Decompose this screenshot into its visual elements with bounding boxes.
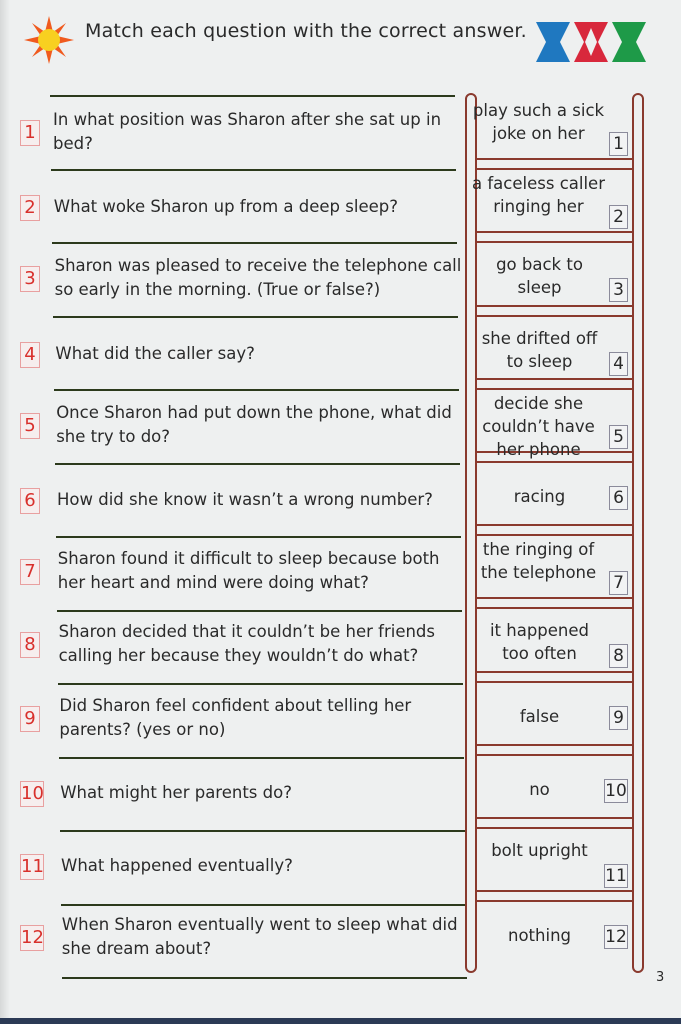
answer-line xyxy=(51,169,456,171)
ladder-rung xyxy=(477,461,632,463)
question-text: When Sharon eventually went to sleep what did she dream about? xyxy=(61,915,458,959)
ladder-rung xyxy=(477,744,632,746)
question-number: 2 xyxy=(20,195,40,221)
answer-number-box: 11 xyxy=(605,866,627,886)
question-text: Sharon decided that it couldn’t be her friends calling her because they wouldn’t do what? xyxy=(58,622,435,666)
ladder-rung xyxy=(477,168,632,170)
page-bottom-edge xyxy=(0,1018,681,1024)
question-text: Sharon found it difficult to sleep because both her heart and mind were doing what? xyxy=(57,549,440,593)
question-number: 12 xyxy=(20,925,44,951)
question-text: What woke Sharon up from a deep sleep? xyxy=(53,197,398,217)
question-number: 11 xyxy=(20,854,44,880)
ladder-rung xyxy=(477,681,632,683)
answer-cell xyxy=(480,393,630,459)
answer-text: bolt upright xyxy=(491,841,588,860)
ladder-rung xyxy=(477,524,632,526)
answer-text: nothing xyxy=(508,926,571,946)
ladder-rung xyxy=(477,388,632,390)
answer-line xyxy=(58,683,463,685)
answer-text: decide she couldn’t have her phone xyxy=(482,393,595,459)
answer-text: racing xyxy=(513,487,566,506)
answer-number-box: 12 xyxy=(605,927,627,948)
ladder-rung xyxy=(477,241,632,243)
answer-cell xyxy=(480,835,630,887)
answer-number-box: 5 xyxy=(609,425,628,449)
answer-cell xyxy=(480,323,630,375)
answer-line xyxy=(57,610,462,612)
ladder-rung xyxy=(477,231,632,233)
question-number: 7 xyxy=(20,559,40,585)
answer-text: she drifted off to sleep xyxy=(481,328,598,371)
sun-icon xyxy=(22,16,76,64)
answer-number-box: 1 xyxy=(609,132,628,156)
question-number: 9 xyxy=(20,706,40,732)
answer-cell xyxy=(480,615,630,667)
answer-cell xyxy=(472,174,630,228)
question-number: 4 xyxy=(20,342,40,368)
ladder-rung xyxy=(477,671,632,673)
answer-number-box: 9 xyxy=(609,706,628,730)
question-text: Once Sharon had put down the phone, what did she try to do? xyxy=(56,402,452,446)
answer-text: false xyxy=(519,706,560,726)
answer-number-box: 7 xyxy=(609,571,628,595)
question-text: In what position was Sharon after she sat up in bed? xyxy=(53,110,442,153)
answer-line xyxy=(54,389,459,391)
ladder-rung xyxy=(477,305,632,307)
question-text: What happened eventually? xyxy=(61,856,293,875)
question-number: 3 xyxy=(20,266,40,292)
question-number: 1 xyxy=(20,120,40,146)
answer-line xyxy=(60,830,465,832)
answer-line xyxy=(55,463,460,465)
ladder-rung xyxy=(477,890,632,892)
question-text: How did she know it wasn’t a wrong number? xyxy=(57,490,433,509)
ladder-rung xyxy=(477,607,632,609)
answer-text: go back to sleep xyxy=(496,255,583,298)
answer-text: no xyxy=(529,779,550,799)
answer-cell xyxy=(480,542,630,594)
answer-text: it happened too often xyxy=(489,621,590,664)
answer-line xyxy=(56,536,461,538)
answer-line xyxy=(62,977,467,979)
question-number: 10 xyxy=(20,781,44,807)
answer-cell xyxy=(480,762,630,814)
ladder-left-rail xyxy=(465,93,477,973)
ladder-rung xyxy=(477,597,632,599)
answer-text: the ringing of the telephone xyxy=(480,540,597,583)
ladder-rung xyxy=(477,754,632,756)
answer-cell xyxy=(480,249,630,301)
answer-line xyxy=(53,316,458,318)
answer-cell xyxy=(480,689,630,741)
ladder-rung xyxy=(477,817,632,819)
question-text: What might her parents do? xyxy=(60,782,292,802)
ladder-rung xyxy=(477,158,632,160)
answer-cell xyxy=(480,908,630,960)
answer-number-box: 8 xyxy=(609,644,628,668)
instruction-heading: Match each question with the correct answer. xyxy=(85,20,527,42)
ladder-rung xyxy=(477,315,632,317)
answer-text: a faceless caller ringing her xyxy=(472,174,605,217)
ladder-right-rail xyxy=(632,93,644,973)
question-text: Sharon was pleased to receive the telephone call so early in the morning. (True or false?) xyxy=(54,256,462,300)
ladder-rung xyxy=(477,827,632,829)
answer-line xyxy=(59,757,464,759)
ladder-rung xyxy=(477,900,632,902)
question-text: What did the caller say? xyxy=(55,343,255,363)
series-logo-icon xyxy=(536,22,646,62)
answer-cell xyxy=(472,101,630,155)
question-number: 5 xyxy=(20,413,40,439)
page-edge-shadow xyxy=(0,0,10,1024)
question-number: 6 xyxy=(20,488,40,514)
ladder-rung xyxy=(477,378,632,380)
page-number: 3 xyxy=(656,970,665,985)
answer-line xyxy=(50,95,455,97)
question-text: Did Sharon feel confident about telling her parents? (yes or no) xyxy=(59,695,412,739)
question-number: 8 xyxy=(20,632,40,658)
answer-line xyxy=(52,242,457,244)
answer-number-box: 6 xyxy=(609,486,628,510)
ladder-rung xyxy=(477,534,632,536)
answer-text: play such a sick joke on her xyxy=(472,101,605,143)
answer-number-box: 2 xyxy=(609,205,628,229)
answer-number-box: 3 xyxy=(609,278,628,302)
answer-number-box: 10 xyxy=(605,780,627,801)
answer-cell xyxy=(480,469,630,521)
answer-line xyxy=(61,904,466,906)
answer-number-box: 4 xyxy=(609,352,628,376)
